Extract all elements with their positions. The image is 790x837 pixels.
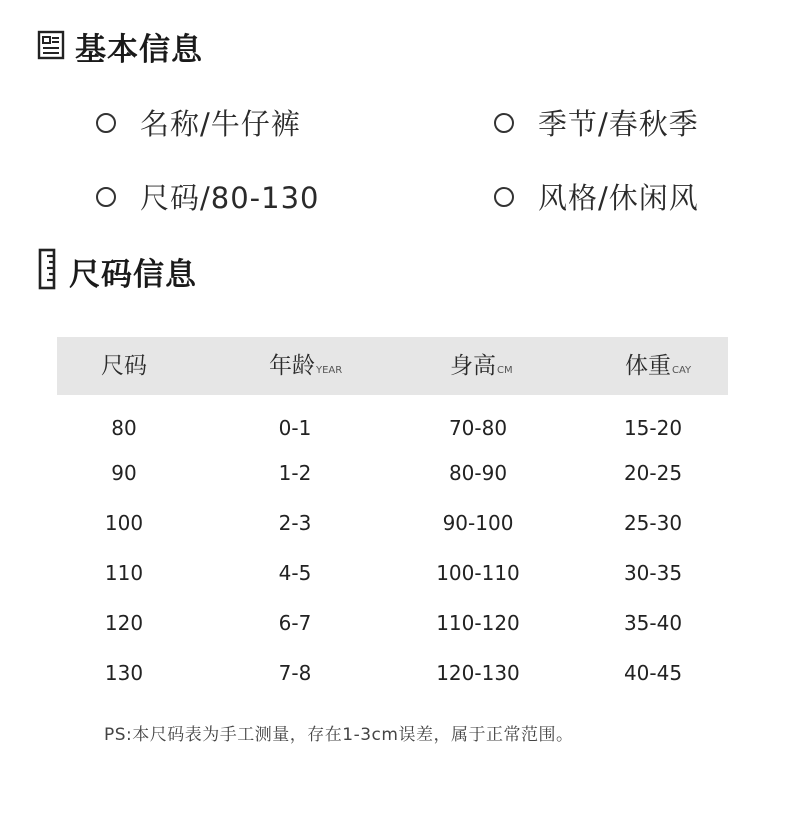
- table-cell: 6-7: [278, 611, 312, 635]
- column-header-age: 年龄YEAR: [269, 353, 343, 379]
- info-item-label: 尺码/80-130: [140, 181, 320, 215]
- column-header-weight: 体重CAY: [625, 353, 692, 379]
- table-cell: 20-25: [623, 461, 683, 485]
- table-cell: 30-35: [623, 561, 683, 585]
- table-row: [0, 558, 790, 588]
- info-item-style: [494, 176, 699, 217]
- table-cell: 4-5: [278, 561, 312, 585]
- table-cell: 90: [111, 461, 137, 485]
- table-cell: 100-110: [436, 561, 520, 585]
- size-info-title: 尺码信息: [69, 256, 197, 293]
- table-cell: 110: [104, 561, 144, 585]
- table-row: [0, 608, 790, 638]
- table-cell: 2-3: [278, 511, 312, 535]
- table-cell: 40-45: [623, 661, 683, 685]
- table-row: [0, 508, 790, 538]
- table-cell: 70-80: [448, 416, 508, 440]
- circle-bullet-icon: [494, 113, 514, 133]
- table-cell: 80-90: [448, 461, 508, 485]
- table-cell: 110-120: [436, 611, 520, 635]
- table-row: [0, 658, 790, 688]
- table-cell: 80: [111, 416, 137, 440]
- table-cell: 25-30: [623, 511, 683, 535]
- info-item-name: [96, 102, 301, 143]
- table-cell: 1-2: [278, 461, 312, 485]
- column-header-size: 尺码: [101, 353, 147, 379]
- table-cell: 0-1: [278, 416, 312, 440]
- table-cell: 35-40: [623, 611, 683, 635]
- table-cell: 7-8: [278, 661, 312, 685]
- column-header-height: 身高CM: [450, 353, 513, 379]
- info-item-size: [96, 176, 320, 217]
- circle-bullet-icon: [96, 113, 116, 133]
- size-table-header: [57, 337, 728, 395]
- table-cell: 100: [104, 511, 144, 535]
- circle-bullet-icon: [494, 187, 514, 207]
- info-item-label: 风格/休闲风: [538, 181, 699, 215]
- document-list-icon: [37, 29, 65, 65]
- table-cell: 120: [104, 611, 144, 635]
- circle-bullet-icon: [96, 187, 116, 207]
- table-cell: 120-130: [436, 661, 520, 685]
- basic-info-heading: [37, 24, 203, 69]
- size-info-heading: [37, 248, 197, 294]
- info-item-season: [494, 102, 699, 143]
- info-item-label: 季节/春秋季: [538, 107, 699, 141]
- table-row: [0, 413, 790, 443]
- table-row: [0, 458, 790, 488]
- ruler-icon: [37, 248, 59, 294]
- table-cell: 90-100: [442, 511, 514, 535]
- table-cell: 130: [104, 661, 144, 685]
- info-item-label: 名称/牛仔裤: [140, 107, 301, 141]
- basic-info-title: 基本信息: [75, 32, 203, 68]
- measurement-note: PS:本尺码表为手工测量，存在1-3cm误差，属于正常范围。: [104, 725, 574, 745]
- table-cell: 15-20: [623, 416, 683, 440]
